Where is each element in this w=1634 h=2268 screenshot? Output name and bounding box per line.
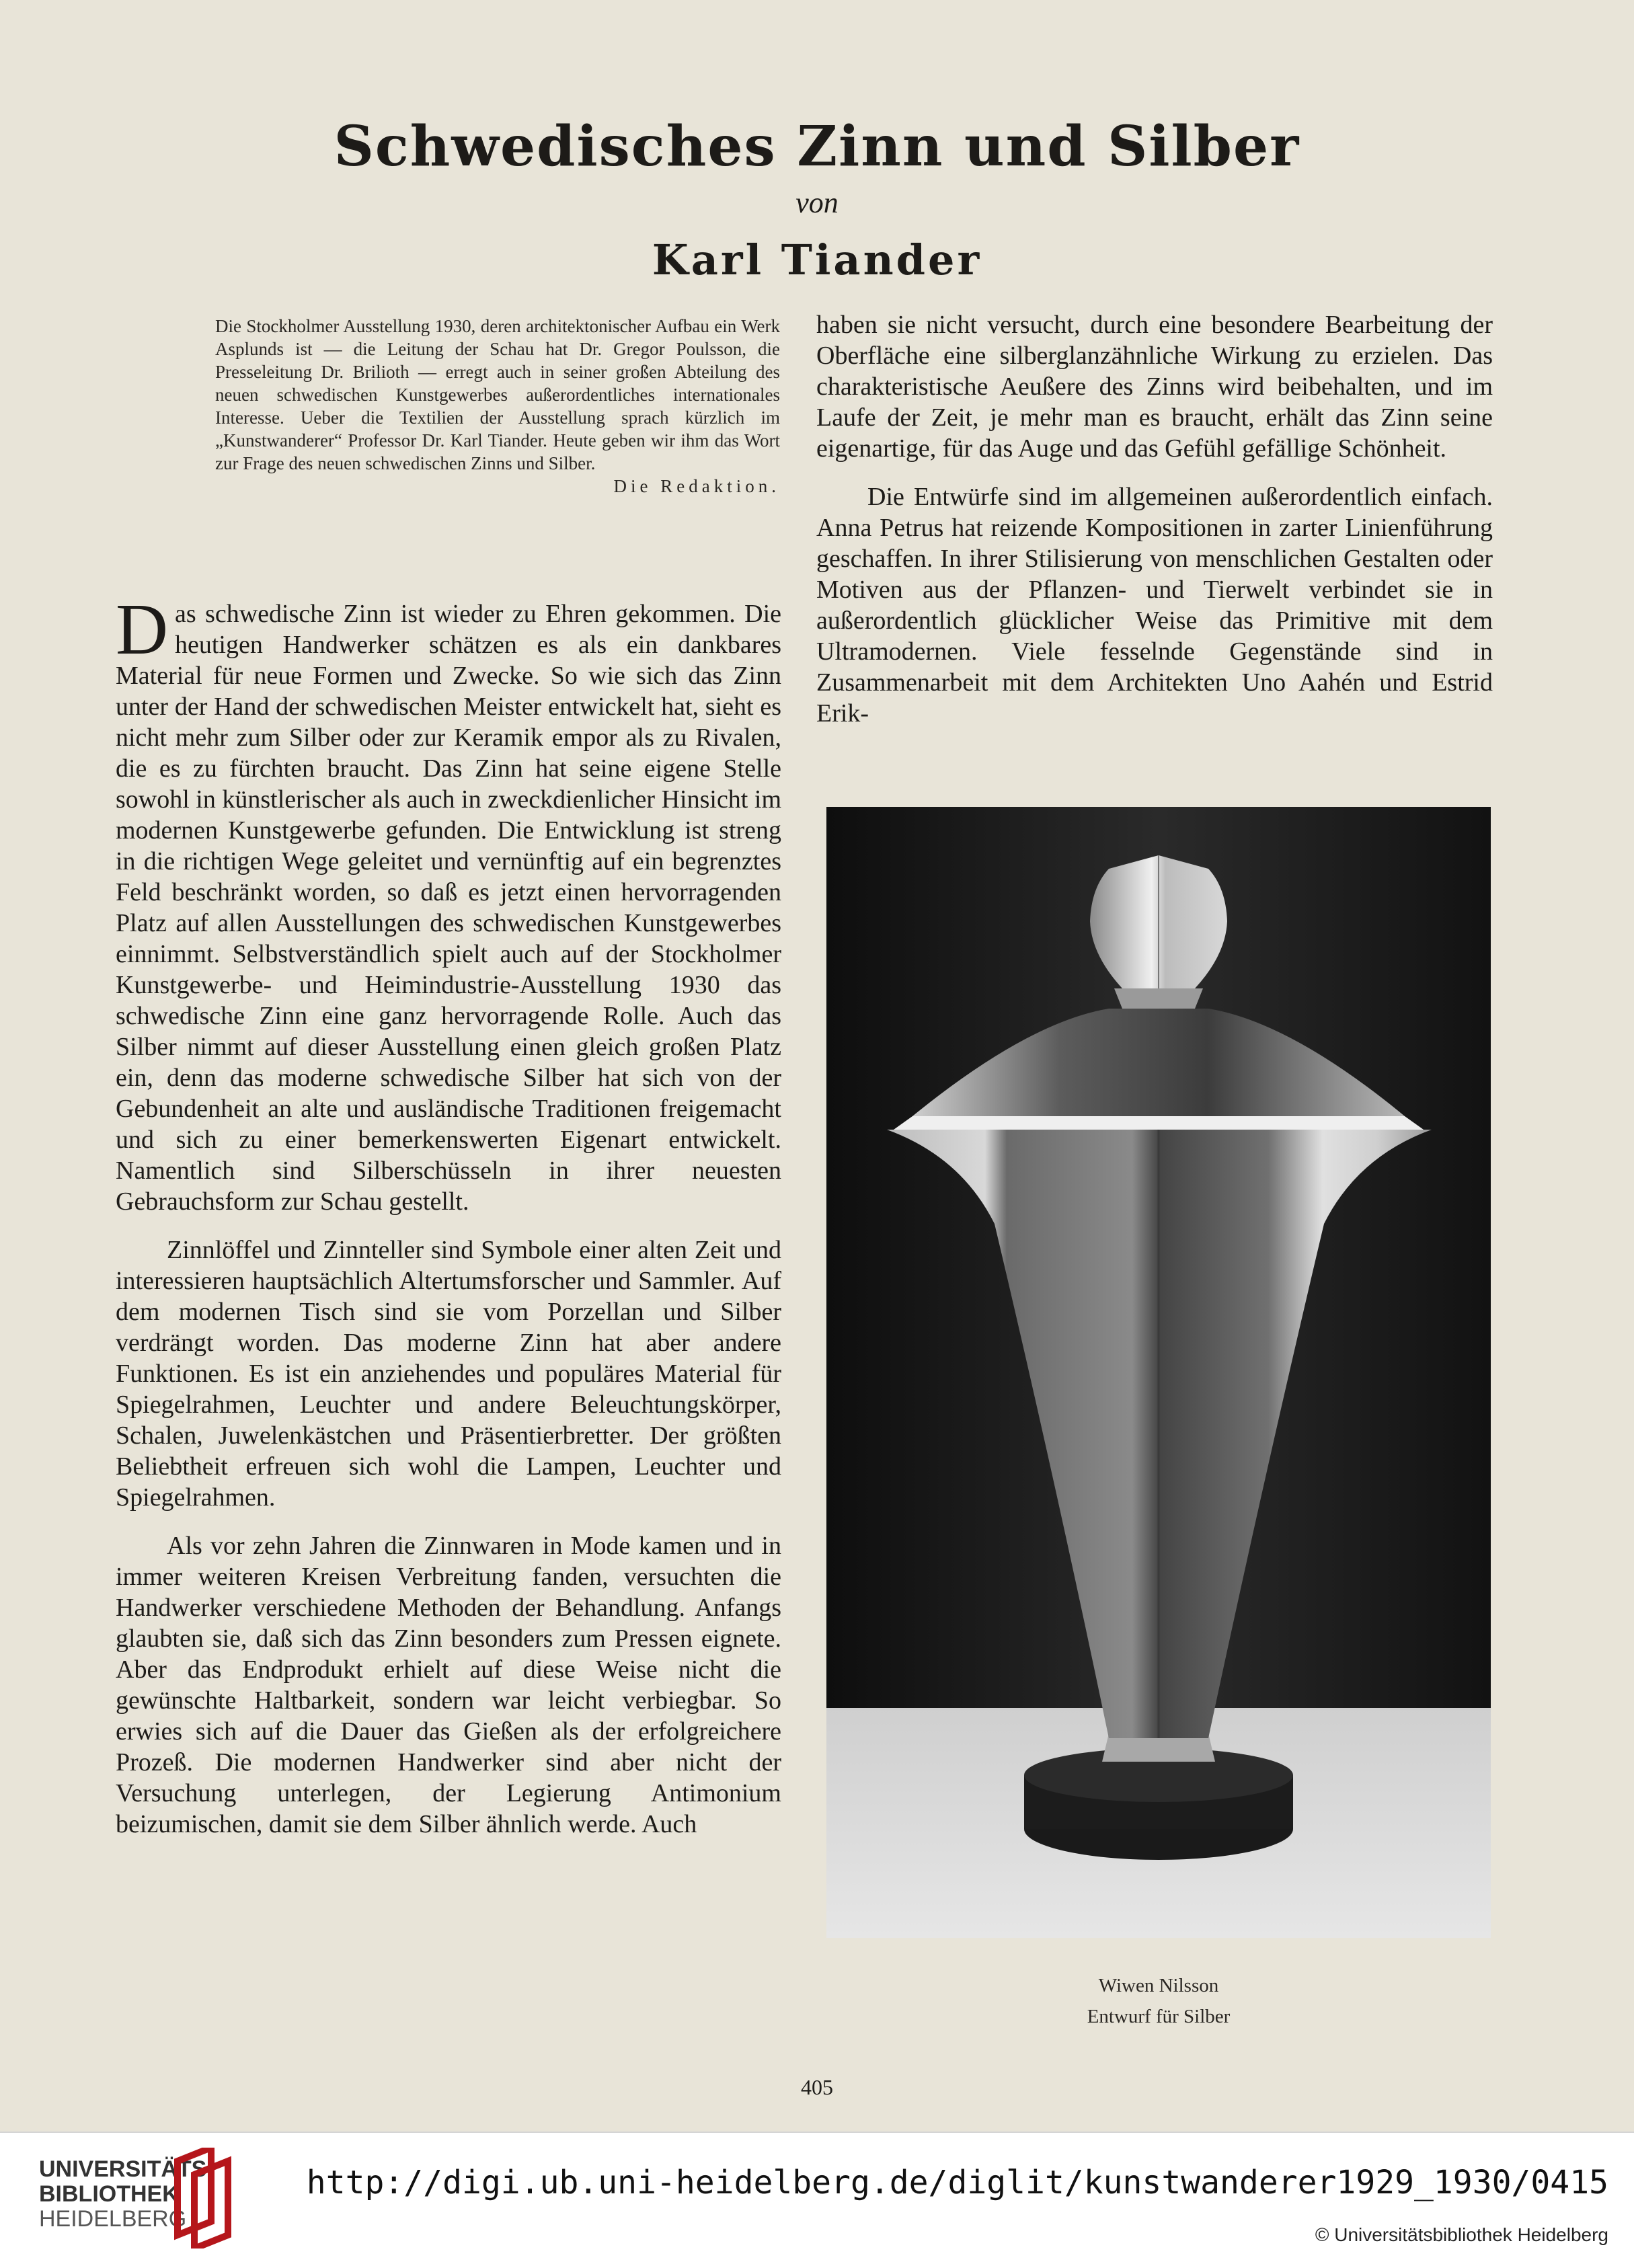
logo-line: BIBLIOTHEK bbox=[39, 2181, 179, 2207]
article-title: Schwedisches Zinn und Silber bbox=[334, 114, 1300, 179]
paragraph bbox=[116, 590, 781, 1217]
page-number: 405 bbox=[801, 2075, 833, 2099]
caption-description: Entwurf für Silber bbox=[1087, 2006, 1231, 2027]
paragraph: haben sie nicht versucht, durch eine besondere Bearbeitung der Oberfläche eine silberglanzähnliche Wirkung zu erzielen. Das charakteristische Aeußere des Zinns wird beibehalten, und im Laufe der Zeit, je mehr man es braucht, erhält das Zinn seine eigenartige, für das Auge und das Gefühl gefällige Schönheit. bbox=[816, 311, 1493, 463]
footer-bar bbox=[0, 2132, 1634, 2268]
caption-artist: Wiwen Nilsson bbox=[1098, 1975, 1219, 1996]
paragraph: Zinnlöffel und Zinnteller sind Symbole einer alten Zeit und interessieren hauptsächlich Altertumsforscher und Sammler. Auf dem modernen Tisch sind sie vom Porzellan und Silber verdrängt worden. Das moderne Zinn hat aber andere Funktionen. Es ist ein anziehendes und populäres Material für Spiegelrahmen, Leuchter und andere Beleuchtungskörper, Schalen, Juwelenkästchen und Präsentierbretter. Der größten Beliebtheit erfreuen sich wohl die Lampen, Leuchter und Spiegelrahmen. bbox=[116, 1236, 781, 1512]
byline-von: von bbox=[795, 186, 839, 219]
paragraph: Als vor zehn Jahren die Zinnwaren in Mode kamen und in immer weiteren Kreisen Verbreitung fanden, versuchten die Handwerker verschiedene Methoden der Behandlung. Anfangs glaubten sie, daß sich das Zinn besonders zum Pressen eignete. Aber das Endprodukt erhielt auf diese Weise nicht die gewünschte Haltbarkeit, sondern war leicht verbiegbar. So erwies sich auf die Dauer das Gießen als der erfolgreichere Prozeß. Die modernen Handwerker sind aber nicht der Versuchung unterlegen, der Legierung Antimonium beizumischen, damit sie dem Silber ähnlich werde. Auch bbox=[116, 1532, 781, 1838]
figure-caption bbox=[826, 1970, 1491, 2032]
left-column bbox=[116, 590, 781, 1857]
copyright-notice: © Universitätsbibliothek Heidelberg bbox=[1315, 2224, 1608, 2245]
silver-vessel-photo bbox=[826, 807, 1491, 1938]
permalink-url[interactable]: http://digi.ub.uni-heidelberg.de/diglit/kunstwanderer1929_1930/0415 bbox=[306, 2164, 1608, 2201]
photo-illustration bbox=[826, 807, 1491, 1938]
editorial-intro bbox=[215, 315, 780, 498]
intro-signature: Die Redaktion. bbox=[613, 476, 780, 496]
drop-cap: D bbox=[116, 590, 168, 670]
paragraph: Die Entwürfe sind im allgemeinen außerordentlich einfach. Anna Petrus hat reizende Kompositionen in zarter Linienführung geschaffen. In ihrer Stilisierung von menschlichen Gestalten oder Motiven aus der Pflanzen- und Tierwelt verbindet sie in außerordentlich glücklicher Weise das Primitive mit dem Ultramodernen. Viele fesselnde Gegenstände sind in Zusammenarbeit mit dem Architekten Uno Aahén und Estrid Erik- bbox=[816, 483, 1493, 728]
library-logo-icon[interactable] bbox=[164, 2148, 238, 2249]
logo-line: HEIDELBERG bbox=[39, 2206, 187, 2232]
right-column bbox=[816, 309, 1493, 746]
logo-line: UNIVERSITÄTS- bbox=[39, 2156, 215, 2182]
paragraph-text: as schwedische Zinn ist wieder zu Ehren gekommen. Die heutigen Handwerker schätzen es als ein dankbares Material für neue Formen und Zwecke. So wie sich das Zinn unter der Hand der schwedischen Meister entwickelt hat, sieht es nicht mehr zum Silber oder zur Keramik empor als zu Rivalen, die es zu fürchten braucht. Das Zinn hat seine eigene Stelle sowohl in künstlerischer als auch in zweckdienlicher Hinsicht im modernen Kunstgewerbe gefunden. Die Entwicklung ist streng in die richtigen Wege geleitet und vernünftig auf ein begrenztes Feld beschränkt worden, so daß es jetzt einen hervorragenden Platz auf allen Ausstellungen des schwedischen Kunstgewerbes einnimmt. Selbstverständlich spielt auch auf der Stockholmer Kunstgewerbe- und Heimindustrie-Ausstellung 1930 das schwedische Zinn eine ganz hervorragende Rolle. Auch das Silber nimmt auf dieser Ausstellung einen gleich großen Platz ein, denn das moderne schwedische Silber hat sich von der Gebundenheit an alte und ausländische Traditionen freigemacht und sich zu einer bemerkenswerten Eigenart entwickelt. Namentlich sind Silberschüsseln in ihrer neuesten Gebrauchsform zur Schau gestellt. bbox=[116, 600, 781, 1216]
article-author: Karl Tiander bbox=[652, 235, 982, 284]
intro-text: Die Stockholmer Ausstellung 1930, deren architektonischer Aufbau ein Werk Asplunds ist — die Leitung der Schau hat Dr. Gregor Poulsson, die Presseleitung Dr. Brilioth — erregt auch in seiner großen Abteilung des neuen schwedischen Kunstgewerbes außerordentliches internationales Interesse. Ueber die Textilien der Ausstellung sprach kürzlich im „Kunstwanderer“ Professor Dr. Karl Tiander. Heute geben wir ihm das Wort zur Frage des neuen schwedischen Zinns und Silber. bbox=[215, 316, 780, 473]
